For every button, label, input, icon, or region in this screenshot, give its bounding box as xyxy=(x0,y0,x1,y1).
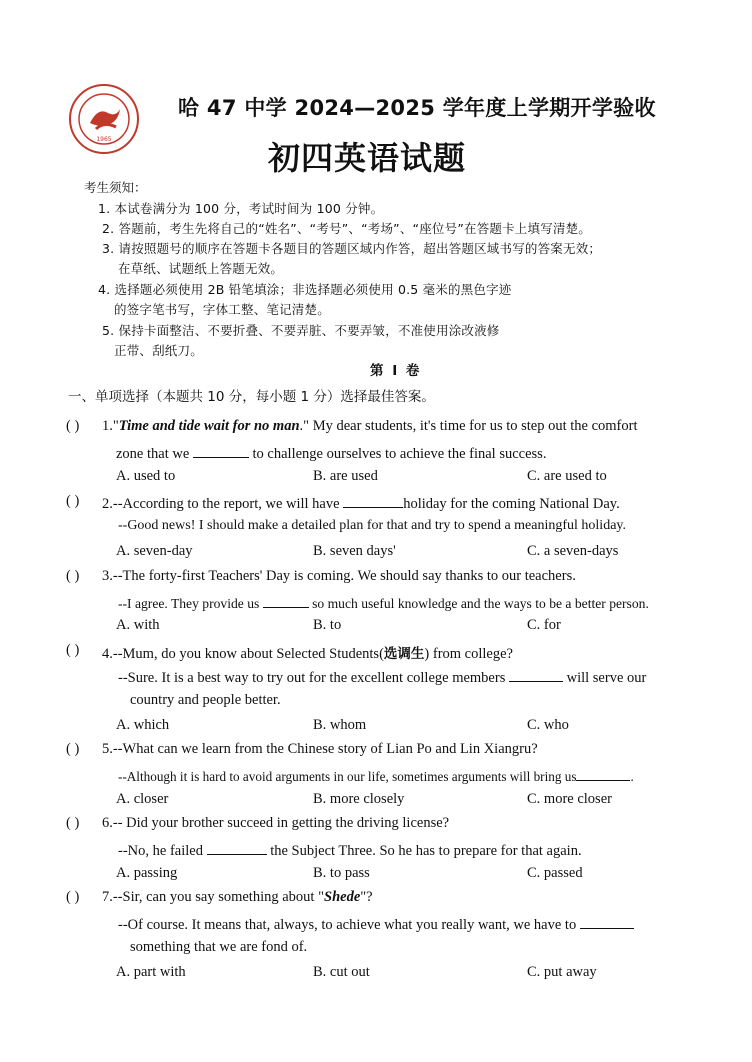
option-b: B. cut out xyxy=(313,964,370,980)
question-3-line-2: --I agree. They provide us so much useful knowledge and the ways to be a better person. xyxy=(118,593,649,612)
option-b: B. to pass xyxy=(313,865,370,881)
notice-item-4-cont: 的签字笔书写，字体工整、笔记清楚。 xyxy=(114,302,330,317)
option-c: C. a seven-days xyxy=(527,543,619,559)
answer-blank xyxy=(207,840,267,855)
option-c: C. who xyxy=(527,717,569,733)
option-a: A. used to xyxy=(116,468,176,484)
question-7-line-2: --Of course. It means that, always, to achieve what you really want, we have to xyxy=(118,914,634,934)
option-a: A. part with xyxy=(116,964,186,980)
notice-item-5-cont: 正带、刮纸刀。 xyxy=(114,343,203,358)
question-6-line-1: 6.-- Did your brother succeed in getting the driving license? xyxy=(102,815,450,831)
question-5-line-1: 5.--What can we learn from the Chinese story of Lian Po and Lin Xiangru? xyxy=(102,741,538,757)
option-c: C. more closer xyxy=(527,791,612,807)
answer-blank xyxy=(193,443,249,458)
answer-paren: ( ) xyxy=(66,815,80,831)
notice-item-1: 1. 本试卷满分为 100 分，考试时间为 100 分钟。 xyxy=(98,201,384,216)
question-7-line-3: something that we are fond of. xyxy=(130,939,308,955)
answer-blank xyxy=(343,493,403,508)
exam-title: 初四英语试题 xyxy=(268,139,467,177)
section-title: 一、单项选择（本题共 10 分，每小题 1 分）选择最佳答案。 xyxy=(68,389,435,405)
notice-item-3-cont: 在草纸、试题纸上答题无效。 xyxy=(118,261,284,276)
notice-item-4: 4. 选择题必须使用 2B 铅笔填涂；非选择题必须使用 0.5 毫米的黑色字迹 xyxy=(98,282,512,297)
option-a: A. passing xyxy=(116,865,178,881)
option-c: C. for xyxy=(527,617,561,633)
answer-paren: ( ) xyxy=(66,741,80,757)
question-2-line-1: 2.--According to the report, we will have holiday for the coming National Day. xyxy=(102,493,620,513)
notice-item-5: 5. 保持卡面整洁、不要折叠、不要弄脏、不要弄皱，不准使用涂改液修 xyxy=(102,323,500,338)
question-4-line-2: --Sure. It is a best way to try out for the excellent college members will serve our xyxy=(118,667,646,687)
question-4-line-1: 4.--Mum, do you know about Selected Students(选调生) from college? xyxy=(102,646,513,662)
option-c: C. put away xyxy=(527,964,597,980)
answer-paren: ( ) xyxy=(66,493,80,509)
question-3-line-1: 3.--The forty-first Teachers' Day is coming. We should say thanks to our teachers. xyxy=(102,568,576,584)
notice-heading: 考生须知： xyxy=(84,180,147,195)
question-1-line-2: zone that we to challenge ourselves to achieve the final success. xyxy=(116,443,546,463)
option-a: A. with xyxy=(116,617,160,633)
notice-item-2: 2. 答题前，考生先将自己的“姓名”、“考号”、“考场”、“座位号”在答题卡上填写清楚。 xyxy=(102,221,592,236)
question-2-line-2: --Good news! I should make a detailed plan for that and try to spend a meaningful holiday. xyxy=(118,518,627,533)
notice-item-3: 3. 请按照题号的顺序在答题卡各题目的答题区域内作答，超出答题区域书写的答案无效； xyxy=(102,241,602,256)
answer-blank xyxy=(509,667,563,682)
option-c: C. passed xyxy=(527,865,583,881)
logo-year: 1965 xyxy=(96,136,112,143)
option-a: A. closer xyxy=(116,791,169,807)
part-title: 第 I 卷 xyxy=(370,363,422,379)
option-a: A. which xyxy=(116,717,170,733)
option-b: B. whom xyxy=(313,717,367,733)
option-b: B. to xyxy=(313,617,342,633)
answer-blank xyxy=(263,593,309,608)
question-4-line-3: country and people better. xyxy=(130,692,281,708)
option-b: B. are used xyxy=(313,468,378,484)
answer-paren: ( ) xyxy=(66,889,80,905)
option-b: B. more closely xyxy=(313,791,405,807)
question-1-line-1: 1."Time and tide wait for no man." My dear students, it's time for us to step out the comfort xyxy=(102,418,638,434)
option-a: A. seven-day xyxy=(116,543,193,559)
answer-paren: ( ) xyxy=(66,642,80,658)
school-logo xyxy=(68,83,140,155)
answer-blank xyxy=(580,914,634,929)
answer-paren: ( ) xyxy=(66,568,80,584)
question-5-line-2: --Although it is hard to avoid arguments in our life, sometimes arguments will bring us . xyxy=(118,766,634,785)
question-6-line-2: --No, he failed the Subject Three. So he has to prepare for that again. xyxy=(118,840,582,860)
school-line: 哈 47 中学 2024—2025 学年度上学期开学验收 xyxy=(178,96,656,120)
answer-blank xyxy=(576,766,630,781)
answer-paren: ( ) xyxy=(66,418,80,434)
option-c: C. are used to xyxy=(527,468,607,484)
option-b: B. seven days' xyxy=(313,543,396,559)
question-7-line-1: 7.--Sir, can you say something about "Shede"? xyxy=(102,889,373,905)
